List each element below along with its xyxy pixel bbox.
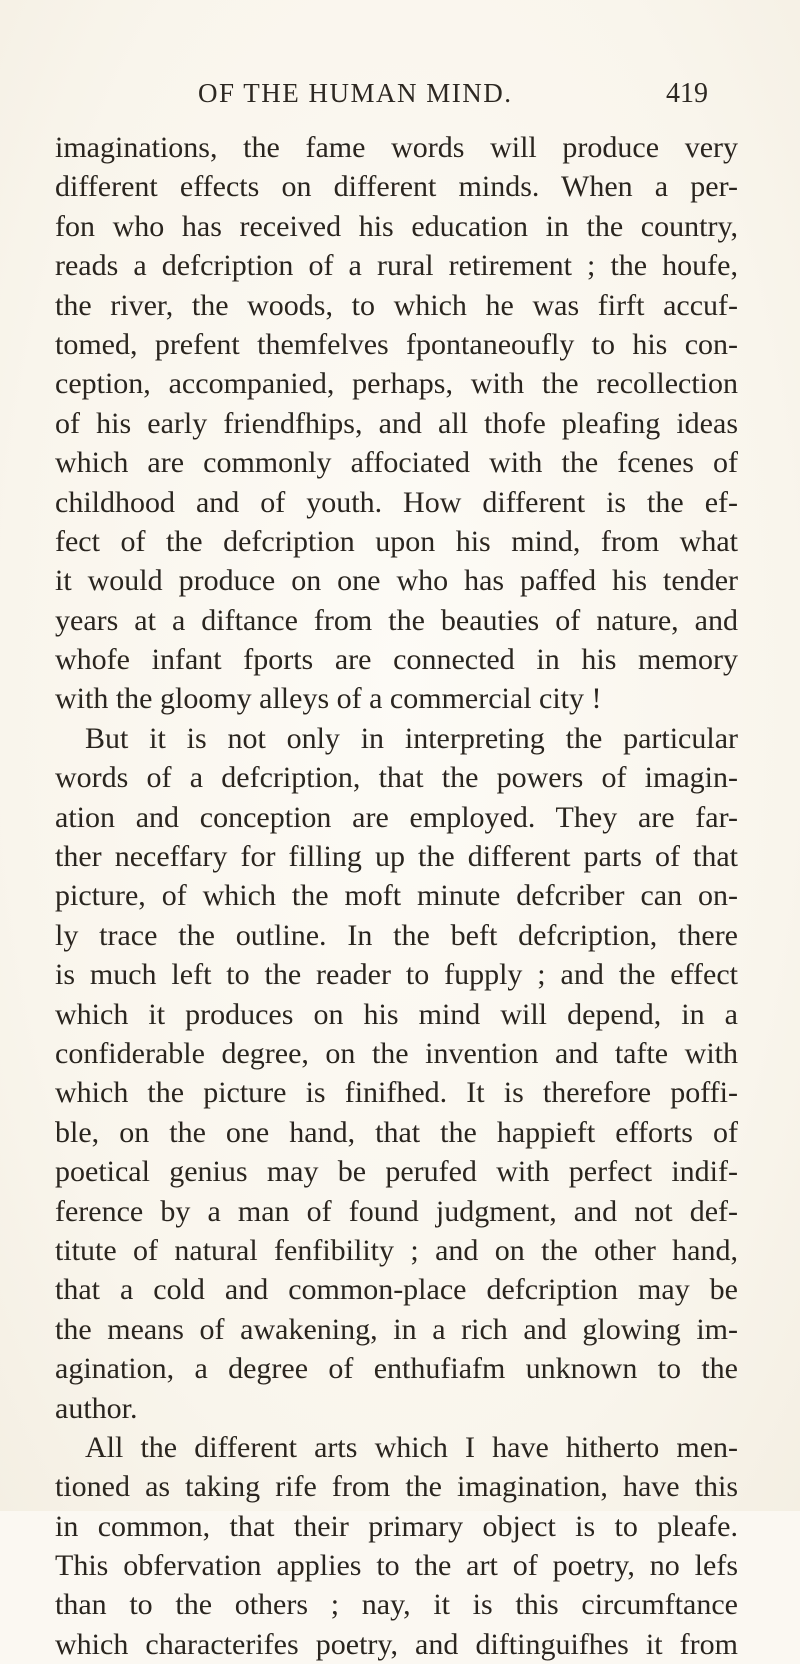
text-line: which it produces on his mind will depend, in a	[55, 997, 738, 1031]
text-line: fect of the defcription upon his mind, from what	[55, 524, 738, 558]
text-line: ception, accompanied, perhaps, with the recollection	[55, 367, 738, 401]
text-line: which the picture is finifhed. It is therefore poffi-	[55, 1076, 738, 1110]
text-line: fon who has received his education in the country,	[55, 209, 738, 243]
running-head	[0, 78, 800, 118]
text-line: the river, the woods, to which he was firft accuf-	[55, 288, 738, 322]
text-line: in common, that their primary object is to pleafe.	[55, 1509, 738, 1543]
running-title: OF THE HUMAN MIND.	[198, 78, 513, 108]
text-line: poetical genius may be perufed with perfect indif-	[55, 1155, 738, 1189]
text-line: years at a diftance from the beauties of nature, and	[55, 603, 738, 637]
text-line: confiderable degree, on the invention and tafte with	[55, 1036, 738, 1070]
body-text	[55, 128, 738, 1664]
text-line: picture, of which the moft minute defcriber can on-	[55, 879, 738, 913]
text-line: childhood and of youth. How different is the ef-	[55, 485, 738, 519]
text-line: is much left to the reader to fupply ; and the effect	[55, 958, 738, 992]
paragraph-start-line: All the different arts which I have hitherto men-	[85, 1430, 738, 1464]
paragraph-end-line: with the gloomy alleys of a commercial city !	[55, 682, 602, 716]
text-line: different effects on different minds. When a per-	[55, 170, 738, 204]
text-line: agination, a degree of enthufiafm unknown to the	[55, 1352, 738, 1386]
text-line: ble, on the one hand, that the happieft efforts of	[55, 1115, 738, 1149]
paragraph-start-line: But it is not only in interpreting the particular	[85, 721, 738, 755]
text-line: titute of natural fenfibility ; and on the other hand,	[55, 1233, 738, 1267]
text-line: ation and conception are employed. They are far-	[55, 800, 738, 834]
text-line: which are commonly affociated with the fcenes of	[55, 446, 738, 480]
text-line: tioned as taking rife from the imagination, have this	[55, 1470, 738, 1504]
text-line: ly trace the outline. In the beft defcription, there	[55, 918, 738, 952]
text-line: it would produce on one who has paffed his tender	[55, 564, 738, 598]
text-line: reads a defcription of a rural retirement ; the houfe,	[55, 249, 738, 283]
text-line: tomed, prefent themfelves fpontaneoufly to his con-	[55, 327, 738, 361]
text-line: ther neceffary for filling up the different parts of that	[55, 840, 738, 874]
text-line: than to the others ; nay, it is this circumftance	[55, 1588, 738, 1622]
text-line: whofe infant fports are connected in his memory	[55, 643, 738, 677]
paragraph-end-line: author.	[55, 1391, 138, 1425]
text-line: the means of awakening, in a rich and glowing im-	[55, 1312, 738, 1346]
text-line: ference by a man of found judgment, and not def-	[55, 1194, 738, 1228]
text-line: This obfervation applies to the art of poetry, no lefs	[55, 1549, 738, 1583]
text-line: of his early friendfhips, and all thofe pleafing ideas	[55, 406, 738, 440]
text-line: that a cold and common-place defcription may be	[55, 1273, 738, 1307]
page-number: 419	[666, 78, 708, 109]
text-line: imaginations, the fame words will produce very	[55, 131, 738, 164]
text-line: which characterifes poetry, and diftinguifhes it from	[55, 1627, 738, 1661]
text-line: words of a defcription, that the powers of imagin-	[55, 761, 738, 795]
